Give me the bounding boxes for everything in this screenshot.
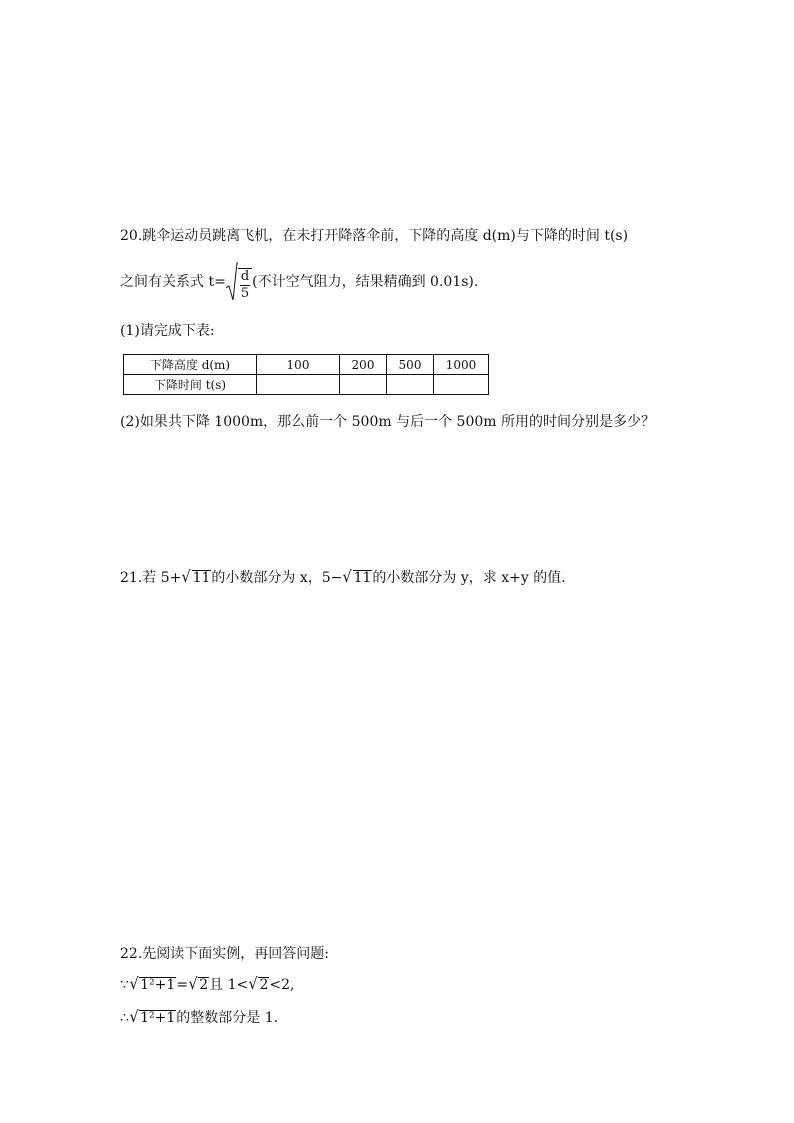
table-cell[interactable] xyxy=(434,375,489,395)
sqrt-expression xyxy=(129,975,176,995)
fraction xyxy=(238,268,252,302)
radicand: 1²+1 xyxy=(140,1010,176,1026)
q22-text: = xyxy=(176,977,189,993)
therefore-symbol: ∴ xyxy=(120,1010,129,1026)
radical-sign-icon xyxy=(226,262,238,302)
sqrt-11 xyxy=(342,568,372,588)
fraction-denominator: 5 xyxy=(240,286,250,301)
q22-text: <2, xyxy=(269,977,295,993)
q20-line2-post: (不计空气阻力，结果精确到 0.01s). xyxy=(252,274,479,290)
q20-line2-pre: 之间有关系式 t= xyxy=(120,274,226,290)
table-cell: 下降高度 d(m) xyxy=(124,355,257,375)
table-cell: 100 xyxy=(257,355,340,375)
table-cell[interactable] xyxy=(340,375,387,395)
q22-title: 22.先阅读下面实例，再回答问题: xyxy=(120,946,329,962)
table-cell: 下降时间 t(s) xyxy=(124,375,257,395)
table-cell[interactable] xyxy=(257,375,340,395)
table-cell: 1000 xyxy=(434,355,489,375)
sqrt-2 xyxy=(248,975,269,995)
radicand: 2 xyxy=(199,977,209,993)
q22-text: 且 1< xyxy=(209,977,249,993)
table-cell: 500 xyxy=(387,355,434,375)
radical-sign-icon: √ xyxy=(342,567,353,586)
q20-part1: (1)请完成下表: xyxy=(120,323,215,339)
radical-sign-icon: √ xyxy=(248,974,258,993)
radical-sign-icon: √ xyxy=(181,567,192,586)
table-row xyxy=(124,375,489,395)
q20-line2 xyxy=(120,262,478,302)
q22-line1 xyxy=(120,975,294,995)
fraction-numerator: d xyxy=(240,269,250,284)
radicand: 11 xyxy=(192,570,211,586)
q21-text-b: 的小数部分为 x，5− xyxy=(211,570,343,586)
q22-text: 的整数部分是 1. xyxy=(176,1010,279,1026)
q22-line2 xyxy=(120,1008,278,1028)
radicand: 11 xyxy=(353,570,372,586)
data-table xyxy=(123,354,489,395)
because-symbol: ∵ xyxy=(120,977,129,993)
sqrt-2 xyxy=(188,975,209,995)
radical-sign-icon: √ xyxy=(188,974,198,993)
radicand: 2 xyxy=(259,977,269,993)
q21-line xyxy=(120,568,566,588)
q20-part2: (2)如果共下降 1000m，那么前一个 500m 与后一个 500m 所用的时间分别是多少？ xyxy=(120,414,655,430)
sqrt-expression xyxy=(129,1008,176,1028)
q21-text-a: 21.若 5+ xyxy=(120,570,182,586)
radicand: 1²+1 xyxy=(140,977,176,993)
q21-text-c: 的小数部分为 y，求 x+y 的值. xyxy=(372,570,566,586)
table-cell: 200 xyxy=(340,355,387,375)
sqrt-11 xyxy=(181,568,211,588)
q20-line1: 20.跳伞运动员跳离飞机，在未打开降落伞前，下降的高度 d(m)与下降的时间 t(s) xyxy=(120,228,629,244)
table-cell[interactable] xyxy=(387,375,434,395)
table-row xyxy=(124,355,489,375)
formula-sqrt-d-over-5 xyxy=(226,262,252,302)
radical-sign-icon: √ xyxy=(129,974,139,993)
radical-sign-icon: √ xyxy=(129,1007,139,1026)
